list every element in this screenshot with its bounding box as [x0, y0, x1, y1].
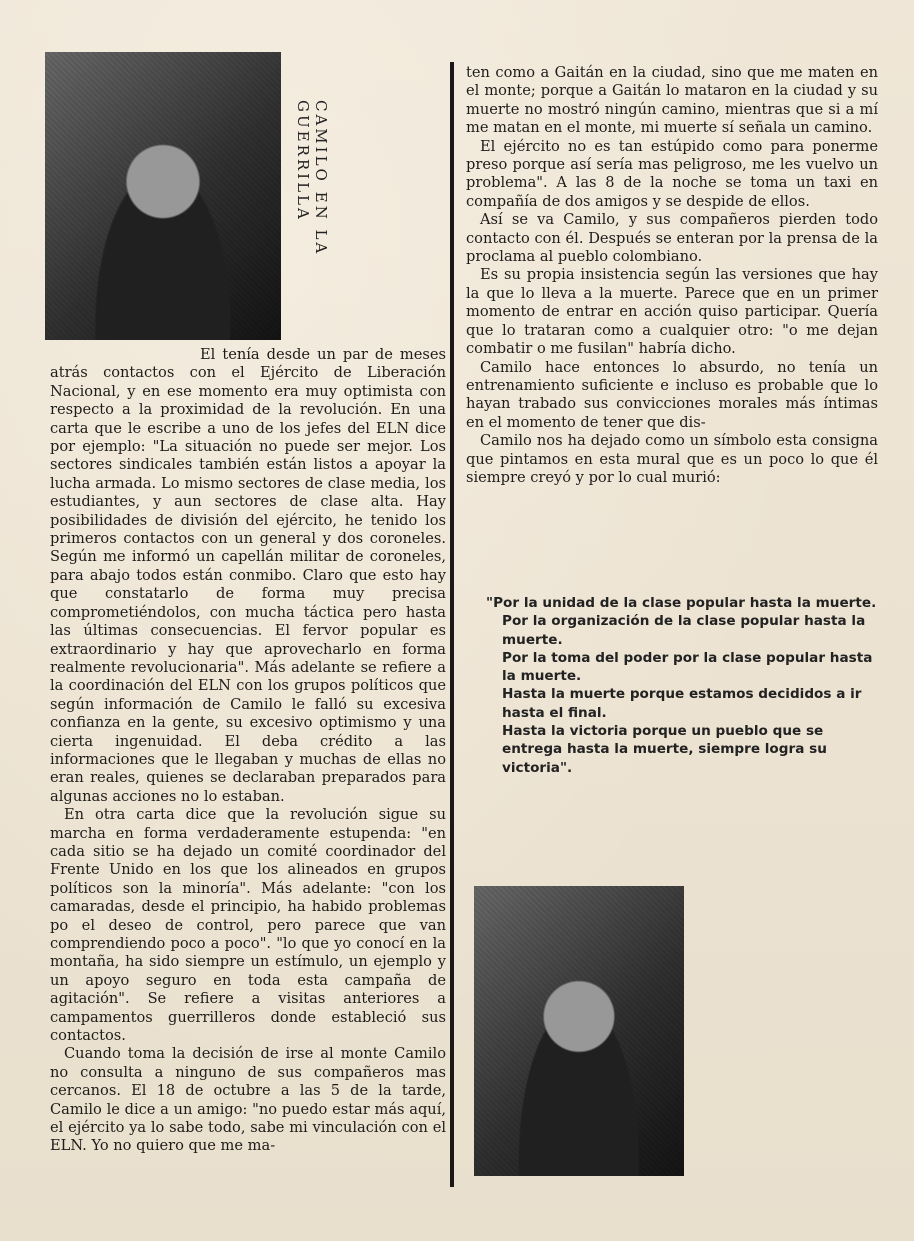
- paragraph: Es su propia insistencia según las versiones que hay la que lo lleva a la muerte. Parece que en un primer momento de entrar en acción quiso participar. Quería que lo trataran como a cualquier otro: "o me dejan combatir o me fusilan" habría dicho.: [466, 266, 878, 358]
- paragraph: Camilo hace entonces lo absurdo, no tenía un entrenamiento suficiente e incluso es probable que lo hayan trabado sus convicciones morales más íntimas en el momento de tener que dis-: [466, 358, 878, 431]
- quote-line: Por la organización de la clase popular hasta la muerte.: [502, 613, 866, 648]
- quote-line: Por la toma del poder por la clase popular hasta la muerte.: [502, 649, 873, 685]
- paragraph: El tenía desde un par de meses atrás contactos con el Ejército de Liberación Nacional, y en ese momento era muy optimista con respecto a la proximidad de la revolución. En una carta que le escribe a uno de los jefes del ELN dice por ejemplo: "La situación no puede ser mejor. Los sectores sindicales también están listos a apoyar la lucha armada. Lo mismo sectores de clase media, los estudiantes, y aun sectores de clase alta. Hay posibilidades de división del ejército, he tenido los primeros contactos con un general y dos coroneles. Según me informó un capellán militar de coroneles, para abajo todos están conmibo. Claro que esto hay que constatarlo de forma muy precisa comprometiéndolos, con mucha táctica pero hasta las últimas consecuencias. El fervor popular es extraordinario y hay que aprovecharlo en forma realmente revolucionaria". Más adelante se refiere a la coordinación del ELN con los grupos políticos que según información de Camilo le falló su excesiva confianza en la gente, su excesivo optimismo y una cierta ingenuidad. El deba crédito a las informaciones que le llegaban y muchas de ellas no eran reales, quienes se declaraban preparados para algunas acciones no lo estaban.: [50, 346, 446, 805]
- paragraph: En otra carta dice que la revolución sigue su marcha en forma verdaderamente estupenda: "en cada sitio se ha dejado un comité coordinador del Frente Unido en los que los alineados en grupos políticos son la minoría". Más adelante: "con los camaradas, desde el principio, ha habido problemas po el deseo de control, pero parece que van comprendiendo poco a poco". "lo que yo conocí en la montaña, ha sido siempre un estímulo, un ejemplo y un apoyo seguro en toda esta campaña de agitación". Se refiere a visitas anteriores a campamentos guerrilleros donde estableció sus contactos.: [50, 806, 446, 1045]
- portrait-photo-top: [45, 52, 281, 340]
- quote-line: "Por la unidad de la clase popular hasta la muerte.: [486, 595, 877, 611]
- quote-line: Hasta la victoria porque un pueblo que se entrega hasta la muerte, siempre logra su victoria".: [502, 723, 827, 776]
- paragraph: Así se va Camilo, y sus compañeros pierden todo contacto con él. Después se enteran por la prensa de la proclama al pueblo colombiano.: [466, 211, 878, 266]
- left-column: [50, 346, 446, 1156]
- section-title: CAMILO EN LA GUERRILLA: [294, 100, 330, 257]
- quote-line: Hasta la muerte porque estamos decididos a ir hasta el final.: [502, 686, 862, 721]
- paragraph: Cuando toma la decisión de irse al monte Camilo no consulta a ninguno de sus compañeros mas cercanos. El 18 de octubre a las 5 de la tarde, Camilo le dice a un amigo: "no puedo estar más aquí, el ejército ya lo sabe todo, sabe mi vinculación con el ELN. Yo no quiero que me ma-: [50, 1045, 446, 1155]
- slogan-quote: [486, 594, 878, 777]
- paragraph: El ejército no es tan estúpido como para ponerme preso porque así sería mas peligroso, me les vuelvo un problema". A las 8 de la noche se toma un taxi en compañía de dos amigos y se despide de ellos.: [466, 137, 878, 210]
- right-column: [466, 64, 878, 487]
- paragraph: Camilo nos ha dejado como un símbolo esta consigna que pintamos en esta mural que es un poco lo que él siempre creyó y por lo cual murió:: [466, 432, 878, 486]
- paragraph: ten como a Gaitán en la ciudad, sino que me maten en el monte; porque a Gaitán lo mataron en la ciudad y su muerte no mostró ningún camino, mientras que si a mí me matan en el monte, mi muerte sí señala un camino.: [466, 64, 878, 137]
- portrait-photo-bottom: [474, 886, 684, 1176]
- column-divider: [450, 62, 454, 1187]
